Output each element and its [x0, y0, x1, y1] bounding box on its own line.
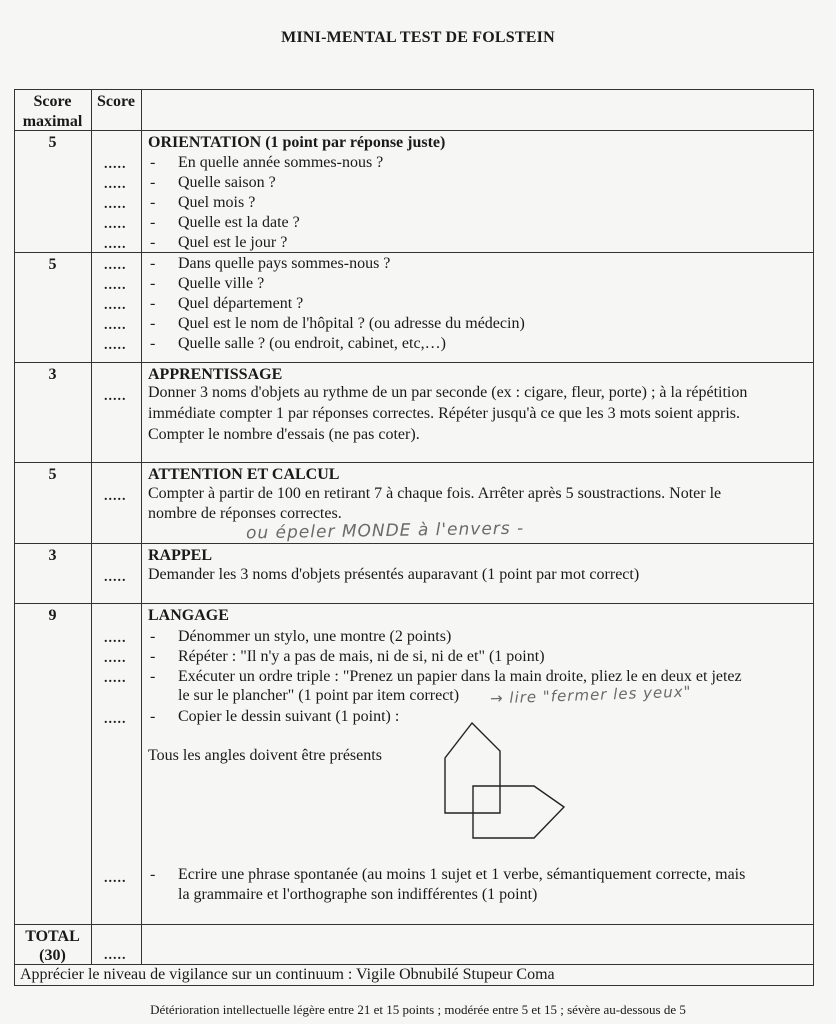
dash: -	[150, 866, 156, 883]
total-label: TOTAL	[25, 928, 80, 945]
question: Quelle ville ?	[178, 275, 265, 292]
question: Dans quelle pays sommes-nous ?	[178, 255, 391, 272]
dash: -	[150, 214, 156, 231]
orientation-max: 5	[48, 134, 57, 151]
score-field[interactable]: .....	[104, 298, 127, 313]
instruction-line: le sur le plancher" (1 point par item correct)	[178, 687, 460, 704]
row-divider	[14, 130, 814, 131]
page-title: MINI-MENTAL TEST DE FOLSTEIN	[281, 29, 555, 46]
attention-heading: ATTENTION ET CALCUL	[148, 466, 340, 483]
attention-max: 5	[48, 466, 57, 483]
instruction-line: Copier le dessin suivant (1 point) :	[178, 708, 400, 725]
apprentissage-max: 3	[48, 366, 57, 383]
angles-note: Tous les angles doivent être présents	[148, 747, 382, 764]
score-field[interactable]: .....	[104, 338, 127, 353]
instruction-line: la grammaire et l'orthographe son indifférentes (1 point)	[178, 886, 538, 903]
score-field[interactable]: .....	[104, 217, 127, 232]
langage-max: 9	[48, 607, 57, 624]
score-field[interactable]: .....	[104, 671, 127, 686]
row-divider	[14, 924, 814, 925]
instruction-line: nombre de réponses correctes.	[148, 505, 342, 522]
question: Quelle salle ? (ou endroit, cabinet, etc,…)	[178, 335, 446, 352]
instruction-line: Répéter : "Il n'y a pas de mais, ni de si, ni de et" (1 point)	[178, 648, 545, 665]
dash: -	[150, 628, 156, 645]
dash: -	[150, 668, 156, 685]
dash: -	[150, 275, 156, 292]
dash: -	[150, 708, 156, 725]
instruction-line: Compter à partir de 100 en retirant 7 à chaque fois. Arrêter après 5 soustractions. Noter le	[148, 485, 722, 502]
score-field[interactable]: .....	[104, 871, 127, 886]
question: Quel département ?	[178, 295, 304, 312]
handwritten-note: → lire "fermer les yeux"	[489, 682, 692, 708]
score-field[interactable]: .....	[104, 631, 127, 646]
rappel-max: 3	[48, 547, 57, 564]
pentagons-drawing	[436, 716, 570, 842]
score-field[interactable]: .....	[104, 389, 127, 404]
dash: -	[150, 174, 156, 191]
dash: -	[150, 234, 156, 251]
score-field[interactable]: .....	[104, 197, 127, 212]
question: Quelle saison ?	[178, 174, 276, 191]
instruction-line: Demander les 3 noms d'objets présentés auparavant (1 point par mot correct)	[148, 566, 640, 583]
rappel-heading: RAPPEL	[148, 547, 212, 564]
score-field[interactable]: .....	[104, 258, 127, 273]
handwritten-note: ou épeler MONDE à l'envers -	[245, 518, 525, 544]
row-divider	[14, 362, 814, 363]
row-divider	[14, 603, 814, 604]
score-field[interactable]: .....	[104, 318, 127, 333]
dash: -	[150, 315, 156, 332]
header-score-max: Score maximal	[22, 93, 83, 130]
dash: -	[150, 295, 156, 312]
dash: -	[150, 335, 156, 352]
score-field[interactable]: .....	[104, 651, 127, 666]
total-max: (30)	[39, 947, 66, 964]
footer-note: Détérioration intellectuelle légère entre 21 et 15 points ; modérée entre 5 et 15 ; sévère au-dessous de 5	[150, 1002, 686, 1017]
orientation2-max: 5	[48, 256, 57, 273]
header-score: Score	[97, 93, 135, 110]
row-divider	[14, 543, 814, 544]
dash: -	[150, 194, 156, 211]
pentagon-lower	[473, 786, 564, 838]
orientation-heading: ORIENTATION (1 point par réponse juste)	[148, 134, 446, 151]
instruction-line: Compter le nombre d'essais (ne pas coter).	[148, 426, 420, 443]
vigilance-line: Apprécier le niveau de vigilance sur un continuum : Vigile Obnubilé Stupeur Coma	[20, 966, 555, 983]
score-field[interactable]: .....	[104, 712, 127, 727]
question: En quelle année sommes-nous ?	[178, 154, 384, 171]
dash: -	[150, 255, 156, 272]
instruction-line: Dénommer un stylo, une montre (2 points)	[178, 628, 452, 645]
instruction-line: Exécuter un ordre triple : "Prenez un papier dans la main droite, pliez le en deux et jetez	[178, 668, 742, 685]
instruction-line: immédiate compter 1 par réponses correctes. Répéter jusqu'à ce que les 3 mots soient appris.	[148, 405, 741, 422]
apprentissage-heading: APPRENTISSAGE	[148, 366, 283, 383]
total-score-field[interactable]: .....	[104, 948, 127, 963]
instruction-line: Donner 3 noms d'objets au rythme de un par seconde (ex : cigare, fleur, porte) ; à la répétition	[148, 384, 748, 401]
column-divider-1	[91, 89, 92, 964]
column-divider-2	[141, 89, 142, 964]
score-field[interactable]: .....	[104, 278, 127, 293]
dash: -	[150, 154, 156, 171]
row-divider	[14, 462, 814, 463]
instruction-line: Ecrire une phrase spontanée (au moins 1 sujet et 1 verbe, sémantiquement correcte, mais	[178, 866, 746, 883]
question: Quelle est la date ?	[178, 214, 300, 231]
score-field[interactable]: .....	[104, 570, 127, 585]
score-field[interactable]: .....	[104, 489, 127, 504]
dash: -	[150, 648, 156, 665]
row-divider	[14, 252, 814, 253]
score-field[interactable]: .....	[104, 237, 127, 252]
score-field[interactable]: .....	[104, 157, 127, 172]
question: Quel mois ?	[178, 194, 256, 211]
question: Quel est le jour ?	[178, 234, 288, 251]
question: Quel est le nom de l'hôpital ? (ou adresse du médecin)	[178, 315, 525, 332]
langage-heading: LANGAGE	[148, 607, 229, 624]
score-field[interactable]: .....	[104, 177, 127, 192]
